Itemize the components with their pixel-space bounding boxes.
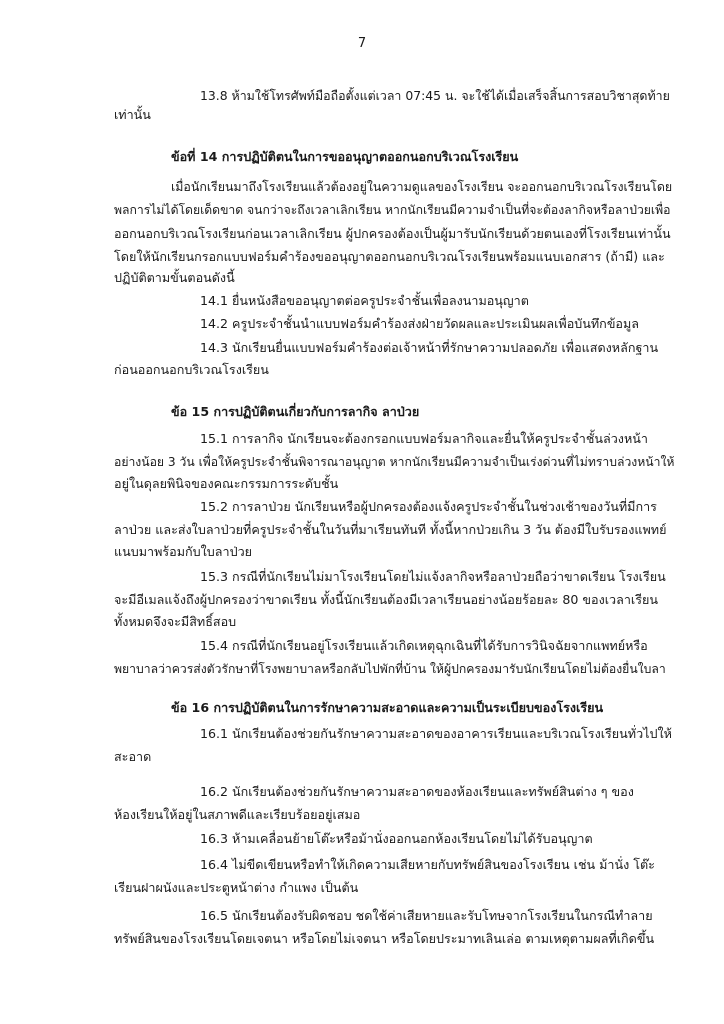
rule-14-1: 14.1 ยื่นหนังสือขออนุญาตต่อครูประจำชั้นเพื่อลงนามอนุญาต (200, 293, 529, 308)
rule-16-3: 16.3 ห้ามเคลื่อนย้ายโต๊ะหรือม้านั่งออกนอกห้องเรียนโดยไม่ได้รับอนุญาต (200, 831, 593, 846)
rule-13-8-line-2: เท่านั้น (114, 107, 151, 122)
rule-16-4-line-1: 16.4 ไม่ขีดเขียนหรือทำให้เกิดความเสียหายกับทรัพย์สินของโรงเรียน เช่น ม้านั่ง โต๊ะ (200, 857, 655, 872)
rule-15-4-line-2: พยาบาลว่าควรส่งตัวรักษาที่โรงพยาบาลหรือกลับไปพักที่บ้าน ให้ผู้ปกครองมารับนักเรียนโดยไม่ต้องยื่นใบลา (114, 662, 666, 676)
section-14-heading: ข้อที่ 14 การปฏิบัติตนในการขออนุญาตออกนอกบริเวณโรงเรียน (171, 149, 519, 164)
rule-16-5-line-2: ทรัพย์สินของโรงเรียนโดยเจตนา หรือโดยไม่เจตนา หรือโดยประมาทเลินเล่อ ตามเหตุตามผลที่เกิดขึ้น (114, 931, 655, 946)
section-14-para-line-2: พลการไม่ได้โดยเด็ดขาด จนกว่าจะถึงเวลาเลิกเรียน หากนักเรียนมีความจำเป็นที่จะต้องลากิจหรือลาป่วยเพื่อ (114, 203, 671, 217)
rule-16-2-line-2: ห้องเรียนให้อยู่ในสภาพดีและเรียบร้อยอยู่เสมอ (114, 807, 361, 822)
section-14-para-line-5: ปฏิบัติตามขั้นตอนดังนี้ (114, 270, 235, 285)
rule-15-3-line-1: 15.3 กรณีที่นักเรียนไม่มาโรงเรียนโดยไม่แจ้งลากิจหรือลาป่วยถือว่าขาดเรียน โรงเรียน (200, 569, 666, 584)
rule-15-2-line-2: ลาป่วย และส่งใบลาป่วยที่ครูประจำชั้นในวันที่มาเรียนทันที ทั้งนี้หากป่วยเกิน 3 วัน ต้องมีใบรับรองแพทย์ (114, 522, 667, 537)
rule-15-2-line-1: 15.2 การลาป่วย นักเรียนหรือผู้ปกครองต้องแจ้งครูประจำชั้นในช่วงเช้าของวันที่มีการ (200, 499, 657, 514)
rule-14-3-line-2: ก่อนออกนอกบริเวณโรงเรียน (114, 362, 269, 377)
section-14-para-line-1: เมื่อนักเรียนมาถึงโรงเรียนแล้วต้องอยู่ในความดูแลของโรงเรียน จะออกนอกบริเวณโรงเรียนโดย (171, 179, 673, 194)
section-16-heading: ข้อ 16 การปฏิบัติตนในการรักษาความสะอาดและความเป็นระเบียบของโรงเรียน (171, 700, 604, 715)
rule-15-4-line-1: 15.4 กรณีที่นักเรียนอยู่โรงเรียนแล้วเกิดเหตุฉุกเฉินที่ได้รับการวินิจฉัยจากแพทย์หรือ (200, 638, 648, 653)
rule-15-3-line-3: ทั้งหมดจึงจะมีสิทธิ์สอบ (114, 614, 237, 629)
rule-16-4-line-2: เรียนฝาผนังและประตูหน้าต่าง กำแพง เป็นต้น (114, 880, 359, 895)
rule-14-2: 14.2 ครูประจำชั้นนำแบบฟอร์มคำร้องส่งฝ่ายวัดผลและประเมินผลเพื่อบันทึกข้อมูล (200, 316, 640, 331)
section-14-para-line-3: ออกนอกบริเวณโรงเรียนก่อนเวลาเลิกเรียน ผู้ปกครองต้องเป็นผู้มารับนักเรียนด้วยตนเองที่โรงเรียนเท่านั้น (114, 226, 671, 241)
rule-16-1-line-2: สะอาด (114, 749, 152, 764)
section-15-heading: ข้อ 15 การปฏิบัติตนเกี่ยวกับการลากิจ ลาป่วย (171, 404, 420, 419)
page-number: 7 (357, 36, 367, 51)
rule-15-2-line-3: แนบมาพร้อมกับใบลาป่วย (114, 544, 253, 559)
rule-16-1-line-1: 16.1 นักเรียนต้องช่วยกันรักษาความสะอาดของอาคารเรียนและบริเวณโรงเรียนทั่วไปให้ (200, 726, 672, 741)
rule-15-1-line-3: อยู่ในดุลยพินิจของคณะกรรมการระดับชั้น (114, 476, 339, 491)
rule-13-8-line-1: 13.8 ห้ามใช้โทรศัพท์มือถือตั้งแต่เวลา 07:45 น. จะใช้ได้เมื่อเสร็จสิ้นการสอบวิชาสุดท้าย (200, 88, 670, 103)
rule-15-1-line-1: 15.1 การลากิจ นักเรียนจะต้องกรอกแบบฟอร์มลากิจและยื่นให้ครูประจำชั้นล่วงหน้า (200, 431, 648, 446)
section-14-para-line-4: โดยให้นักเรียนกรอกแบบฟอร์มคำร้องขออนุญาตออกนอกบริเวณโรงเรียนพร้อมแนบเอกสาร (ถ้ามี) และ (114, 249, 665, 264)
rule-14-3-line-1: 14.3 นักเรียนยื่นแบบฟอร์มคำร้องต่อเจ้าหน้าที่รักษาความปลอดภัย เพื่อแสดงหลักฐาน (200, 340, 659, 355)
rule-16-2-line-1: 16.2 นักเรียนต้องช่วยกันรักษาความสะอาดของห้องเรียนและทรัพย์สินต่าง ๆ ของ (200, 784, 634, 799)
rule-15-1-line-2: อย่างน้อย 3 วัน เพื่อให้ครูประจำชั้นพิจารณาอนุญาต หากนักเรียนมีความจำเป็นเร่งด่วนที่ไม่ทราบล่วงหน้าให้ (114, 455, 675, 469)
rule-15-3-line-2: จะมีอีเมลแจ้งถึงผู้ปกครองว่าขาดเรียน ทั้งนี้นักเรียนต้องมีเวลาเรียนอย่างน้อยร้อยละ 80 ของเวลาเรียน (114, 592, 658, 607)
rule-16-5-line-1: 16.5 นักเรียนต้องรับผิดชอบ ชดใช้ค่าเสียหายและรับโทษจากโรงเรียนในกรณีทำลาย (200, 908, 653, 923)
